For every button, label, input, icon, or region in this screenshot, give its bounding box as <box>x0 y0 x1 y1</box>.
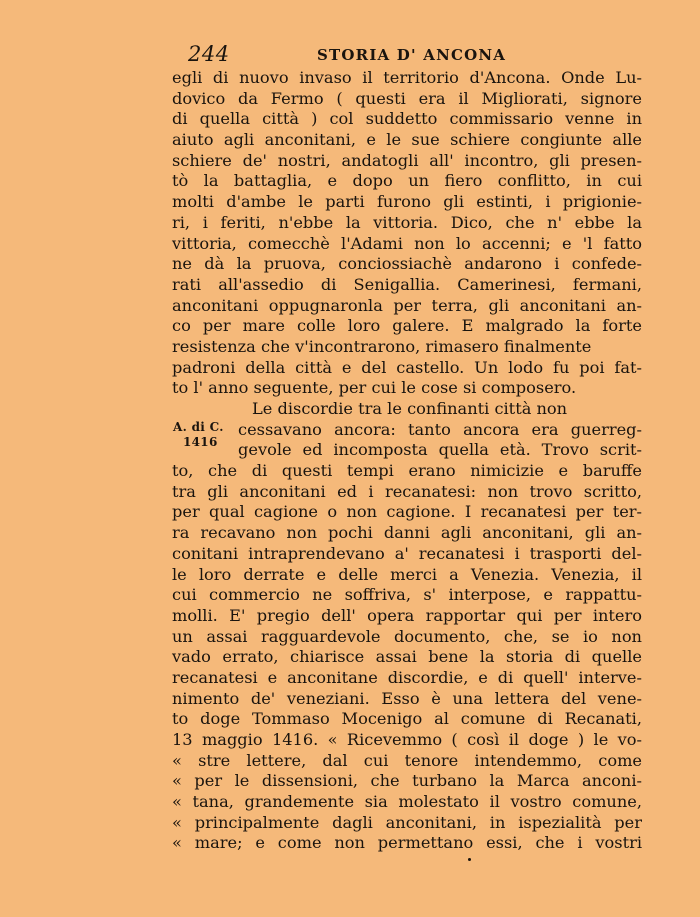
text-line: nimento de' veneziani. Esso è una lettera del vene- <box>172 688 642 708</box>
text-line: conitani intraprendevano a' recanatesi i trasporti del- <box>172 543 642 563</box>
text-line: cui commercio ne soffriva, s' interpose, e rappattu- <box>172 585 642 605</box>
page-number: 244 <box>188 42 230 66</box>
text-line: recanatesi e anconitane discordie, e di quell' interve- <box>172 667 642 687</box>
text-line: molti d'ambe le parti furono gli estinti, i prigionie- <box>172 192 642 212</box>
text-line: to, che di questi tempi erano nimicizie e baruffe <box>172 461 642 481</box>
text-line: vado errato, chiarisce assai bene la storia di quelle <box>172 647 642 667</box>
footer-mark <box>468 858 471 861</box>
text-line: cessavano ancora: tanto ancora era guerreg- <box>238 419 642 439</box>
text-line: padroni della città e del castello. Un lodo fu poi fat- <box>172 357 642 377</box>
text-line: to doge Tommaso Mocenigo al comune di Recanati, <box>172 709 642 729</box>
text-line: ra recavano non pochi danni agli anconitani, gli an- <box>172 523 642 543</box>
body-text <box>172 68 642 854</box>
text-line: « per le dissensioni, che turbano la Marca anconi- <box>172 771 642 791</box>
text-line: Le discordie tra le confinanti città non <box>252 399 568 418</box>
text-line: « principalmente dagli anconitani, in ispezialità per <box>172 812 642 832</box>
text-line: co per mare colle loro galere. E malgrado la forte <box>172 316 642 336</box>
text-line: egli di nuovo invaso il territorio d'Ancona. Onde Lu- <box>172 68 642 87</box>
text-line: tra gli anconitani ed i recanatesi: non trovo scritto, <box>172 481 642 501</box>
text-line: molli. E' pregio dell' opera rapportar qui per intero <box>172 605 642 625</box>
margin-note-year: 1416 <box>183 435 218 449</box>
text-line: 13 maggio 1416. « Ricevemmo ( così il doge ) le vo- <box>172 730 642 749</box>
text-line: le loro derrate e delle merci a Venezia. Venezia, il <box>172 564 642 584</box>
text-line: « stre lettere, dal cui tenore intendemmo, come <box>172 750 642 770</box>
text-line: dovico da Fermo ( questi era il Migliorati, signore <box>172 88 642 108</box>
text-line: aiuto agli anconitani, e le sue schiere congiunte alle <box>172 130 642 150</box>
running-title: STORIA D' ANCONA <box>317 46 507 64</box>
text-line: gevole ed incomposta quella età. Trovo scrit- <box>238 440 642 460</box>
text-line: tò la battaglia, e dopo un fiero conflitto, in cui <box>172 171 642 191</box>
text-line: « mare; e come non permettano essi, che i vostri <box>172 833 642 853</box>
margin-note-label: A. di C. <box>173 420 224 434</box>
text-line: di quella città ) col suddetto commissario venne in <box>172 109 642 129</box>
text-line: un assai ragguardevole documento, che, se io non <box>172 626 642 646</box>
text-line: resistenza che v'incontrarono, rimasero finalmente <box>172 336 592 356</box>
text-line: vittoria, comecchè l'Adami non lo accenni; e 'l fatto <box>172 233 642 253</box>
text-line: schiere de' nostri, andatogli all' incontro, gli presen- <box>172 150 642 170</box>
text-line: anconitani oppugnaronla per terra, gli anconitani an- <box>172 295 642 315</box>
text-line: ri, i feriti, n'ebbe la vittoria. Dico, che n' ebbe la <box>172 212 642 232</box>
text-line: to l' anno seguente, per cui le cose si composero. <box>172 378 577 398</box>
text-line: per qual cagione o non cagione. I recanatesi per ter- <box>172 502 642 522</box>
text-line: rati all'assedio di Senigallia. Camerinesi, fermani, <box>172 274 642 294</box>
text-line: « tana, grandemente sia molestato il vostro comune, <box>172 792 642 812</box>
text-line: ne dà la pruova, conciossiachè andarono i confede- <box>172 254 642 274</box>
